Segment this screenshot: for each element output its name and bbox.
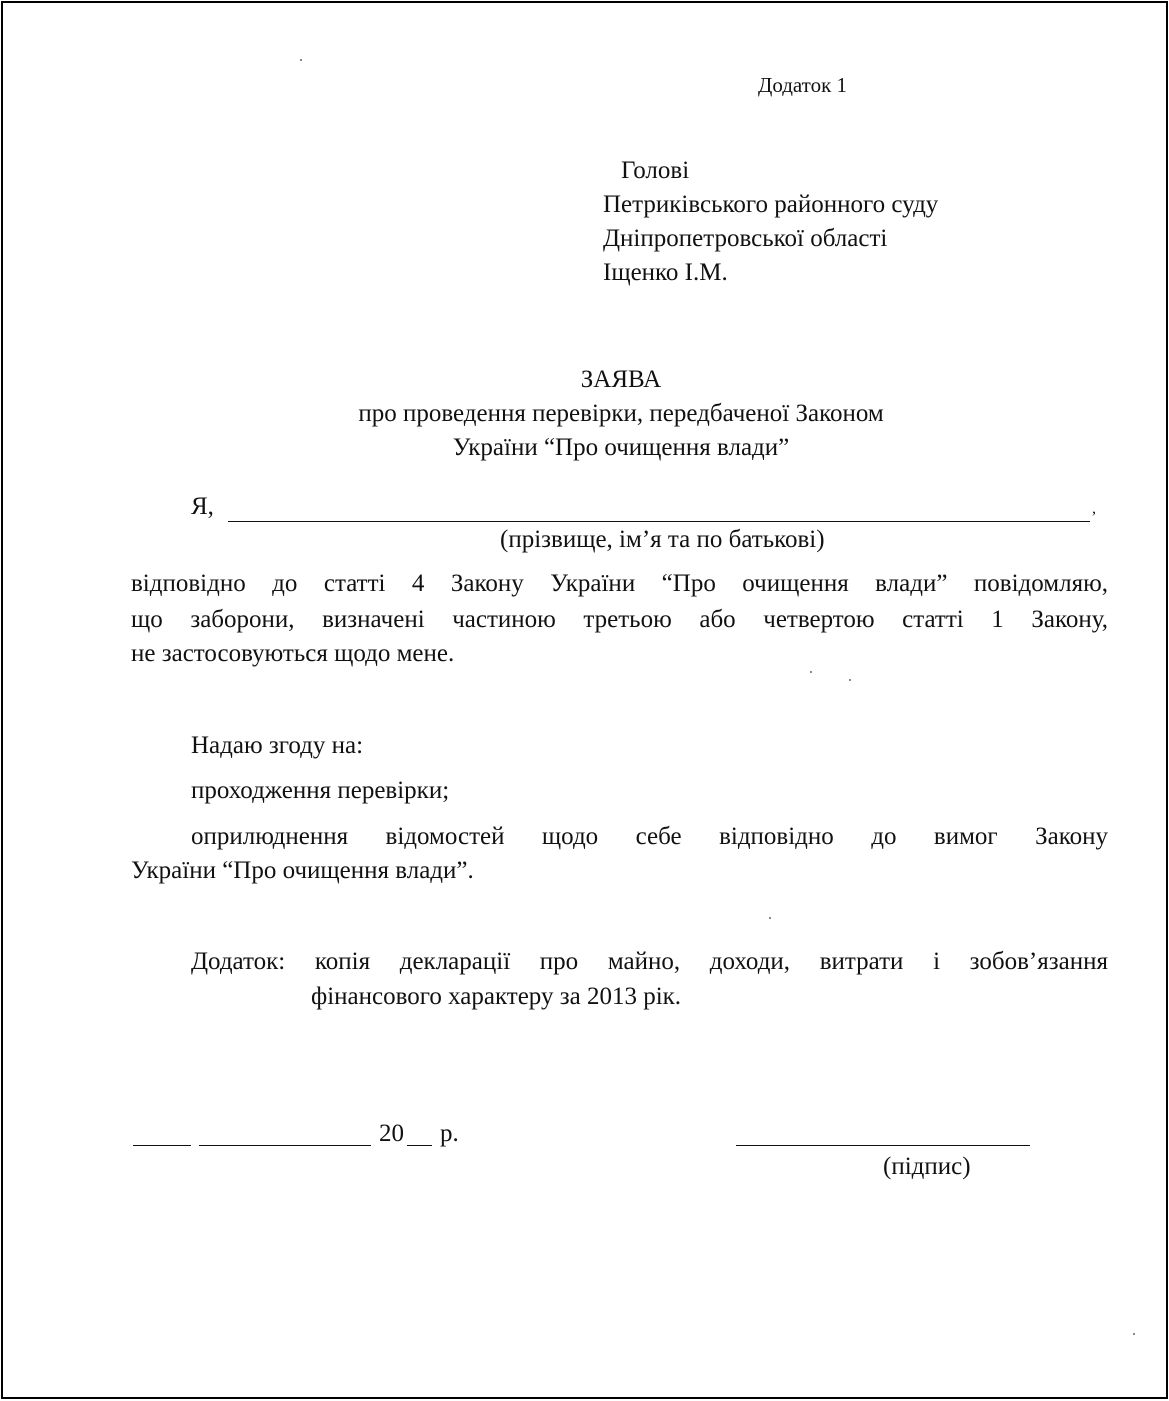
attachment-line-2: фінансового характеру за 2013 рік. bbox=[311, 983, 682, 1010]
statement-line-3: не застосовуються щодо мене. bbox=[131, 640, 455, 667]
signature-field[interactable] bbox=[736, 1123, 1030, 1146]
scan-speck bbox=[300, 59, 302, 61]
addressee-line-2: Петриківського районного суду bbox=[603, 191, 939, 218]
appendix-label: Додаток 1 bbox=[758, 73, 848, 97]
date-year-prefix: 20 bbox=[379, 1120, 404, 1147]
applicant-trailing-comma: , bbox=[1092, 500, 1096, 517]
date-year-suffix-field[interactable] bbox=[407, 1123, 432, 1146]
signature-caption: (підпис) bbox=[883, 1153, 971, 1180]
applicant-name-caption: (прізвище, ім’я та по батькові) bbox=[500, 526, 825, 553]
consent-item-2-line-1: оприлюднення відомостей щодо себе відповідно до вимог Закону bbox=[191, 823, 1108, 850]
statement-line-1: відповідно до статті 4 Закону України “Про очищення влади” повідомляю, bbox=[131, 570, 1108, 597]
title-heading: ЗАЯВА bbox=[580, 366, 662, 393]
scan-speck bbox=[1133, 1333, 1135, 1335]
scan-speck bbox=[849, 679, 851, 681]
date-unit: р. bbox=[440, 1120, 459, 1147]
document-page bbox=[1, 1, 1168, 1399]
title-subtitle-line-2: України “Про очищення влади” bbox=[452, 434, 790, 461]
applicant-name-field[interactable] bbox=[228, 493, 1090, 522]
consent-item-1: проходження перевірки; bbox=[191, 777, 450, 804]
addressee-line-4: Іщенко І.М. bbox=[603, 259, 728, 286]
scan-speck bbox=[810, 671, 812, 673]
addressee-line-3: Дніпропетровської області bbox=[603, 225, 888, 252]
attachment-line-1: Додаток: копія декларації про майно, доходи, витрати і зобов’язання bbox=[191, 948, 1108, 975]
statement-line-2: що заборони, визначені частиною третьою або четвертою статті 1 Закону, bbox=[131, 606, 1108, 633]
consent-item-2-line-2: України “Про очищення влади”. bbox=[131, 857, 474, 884]
date-day-field[interactable] bbox=[133, 1123, 191, 1146]
date-month-field[interactable] bbox=[199, 1123, 371, 1146]
addressee-line-1: Голові bbox=[621, 157, 690, 184]
scan-speck bbox=[769, 917, 771, 919]
consent-intro: Надаю згоду на: bbox=[191, 732, 364, 759]
title-subtitle-line-1: про проведення перевірки, передбаченої Законом bbox=[358, 400, 884, 427]
applicant-prefix: Я, bbox=[191, 493, 214, 520]
